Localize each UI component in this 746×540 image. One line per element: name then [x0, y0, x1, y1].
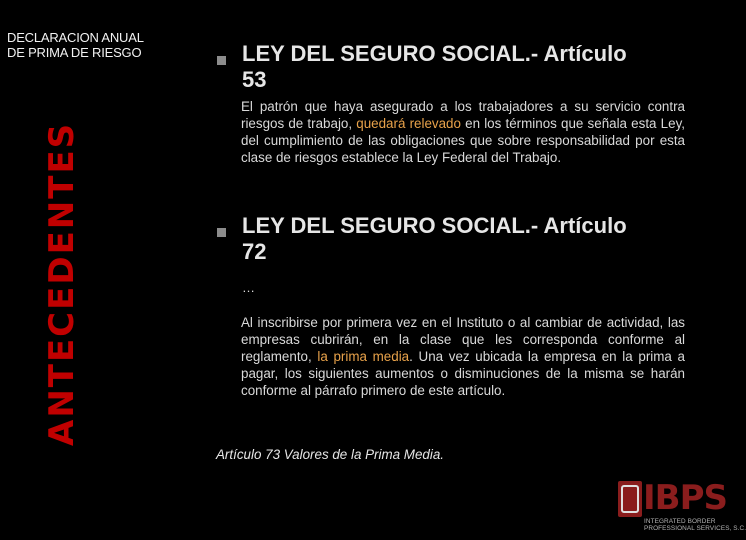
section2-paragraph	[241, 314, 685, 399]
section2-paragraph-text-end: . Una vez ubicada la empresa en la prima a pagar, los siguientes aumentos o disminuciones de la misma se harán conforme al párrafo primero de este artículo.	[241, 349, 685, 398]
company-logo	[618, 478, 746, 532]
section1-paragraph-text-end: en los términos que señala esta Ley, del cumplimiento de las obligaciones que sobre responsabilidad por esta clase de riesgos establece la Ley Federal del Trabajo.	[241, 116, 685, 165]
section2-heading-line1: LEY DEL SEGURO SOCIAL.- Artículo	[242, 213, 627, 238]
section2-heading	[242, 213, 702, 265]
logo-tagline2: PROFESSIONAL SERVICES, S.C.	[644, 525, 746, 532]
logo-tagline1: INTEGRATED BORDER	[644, 518, 716, 525]
section1-heading	[242, 41, 702, 93]
footnote: Artículo 73 Valores de la Prima Media.	[216, 447, 444, 462]
section2-heading-line2: 72	[242, 239, 267, 264]
section2-highlight: la prima media	[317, 349, 410, 364]
bullet-square-icon	[217, 228, 226, 237]
logo-emblem-icon	[618, 481, 642, 517]
section2-ellipsis: …	[242, 280, 255, 295]
section1-paragraph-text: El patrón que haya asegurado a los trabajadores a su servicio contra riesgos de trabajo,	[241, 99, 685, 131]
section2-paragraph-text: Al inscribirse por primera vez en el Instituto o al cambiar de actividad, las empresas cubrirán, en la clase que les corresponda conforme al reglamento,	[241, 315, 685, 364]
section1-heading-line2: 53	[242, 67, 267, 92]
section1-highlight: quedará relevado	[356, 116, 461, 131]
logo-brand: IBPS	[643, 478, 727, 518]
header-title	[7, 30, 197, 60]
bullet-square-icon	[217, 56, 226, 65]
side-title: ANTECEDENTES	[42, 121, 82, 446]
header-title-line1: DECLARACION ANUAL	[7, 30, 144, 45]
section1-heading-line1: LEY DEL SEGURO SOCIAL.- Artículo	[242, 41, 627, 66]
header-title-line2: DE PRIMA DE RIESGO	[7, 45, 142, 60]
section1-paragraph	[241, 98, 685, 166]
